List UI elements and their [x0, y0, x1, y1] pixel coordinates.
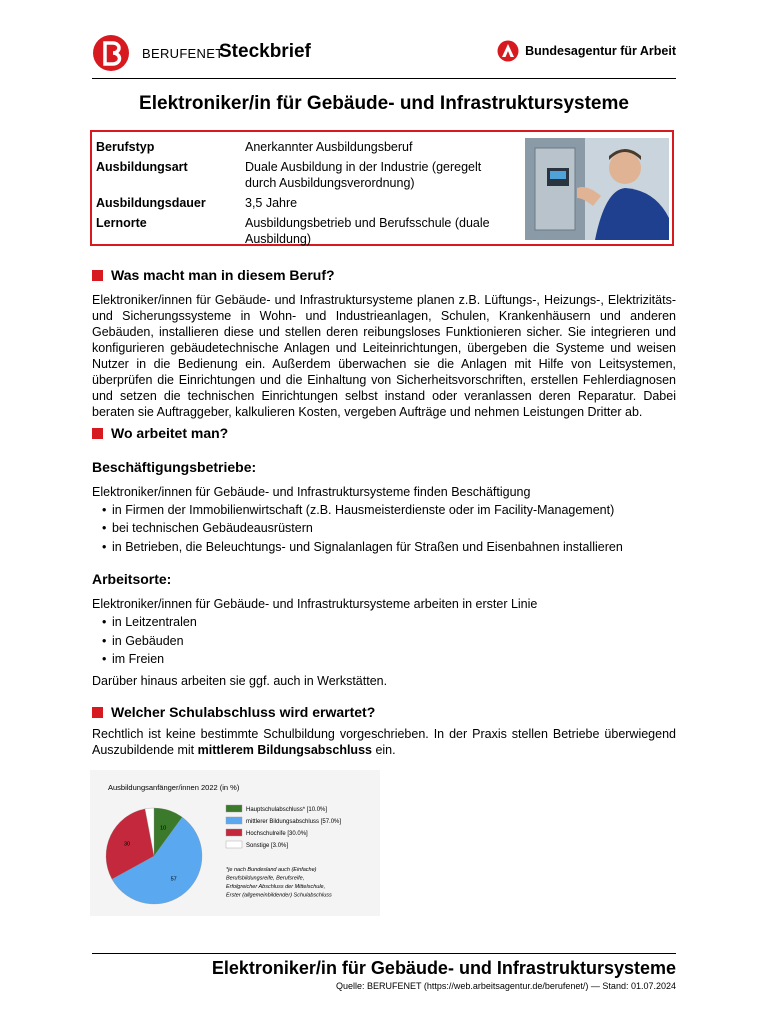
- legend-swatch: [226, 829, 242, 836]
- doc-type: Steckbrief: [219, 41, 311, 62]
- chart-footnote: *je nach Bundesland auch (Einfache): [226, 867, 317, 873]
- footer-source: Quelle: BERUFENET (https://web.arbeitsagentur.de/berufenet/) — Stand: 01.07.2024: [335, 981, 676, 991]
- agency-logo: [497, 40, 676, 62]
- legend-swatch: [226, 841, 242, 848]
- section-heading-text: Welcher Schulabschluss wird erwartet?: [111, 704, 376, 720]
- section-marker-icon: [92, 707, 103, 718]
- info-key: Lernorte: [96, 216, 147, 230]
- list-item-text: in Firmen der Immobilienwirtschaft (z.B. Hausmeisterdienste oder im Facility-Management): [112, 503, 615, 517]
- chart-footnote: Erfolgreicher Abschluss der Mittelschule,: [226, 884, 326, 890]
- legend-swatch: [226, 805, 242, 812]
- school-text-end: ein.: [371, 743, 396, 757]
- school-paragraph: [92, 726, 676, 758]
- agency-name: Bundesagentur für Arbeit: [525, 44, 676, 58]
- info-value: Ausbildungsbetrieb und Berufsschule (duale Ausbildung): [245, 216, 490, 246]
- list-item-text: in Betrieben, die Beleuchtungs- und Signalanlagen für Straßen und Eisenbahnen installieren: [112, 540, 623, 554]
- school-degree-chart: [90, 770, 380, 916]
- info-value: Duale Ausbildung in der Industrie (geregelt durch Ausbildungsverordnung): [245, 160, 482, 190]
- info-value: 3,5 Jahre: [245, 196, 298, 210]
- info-key: Ausbildungsart: [96, 160, 188, 174]
- section-marker-icon: [92, 428, 103, 439]
- list-item-text: in Gebäuden: [112, 634, 184, 648]
- subheading-betriebe: Beschäftigungsbetriebe:: [92, 459, 257, 475]
- what-paragraph: Elektroniker/innen für Gebäude- und Infrastruktursysteme planen z.B. Lüftungs-, Heizungs-, Elektrizitäts- und Sicherungssysteme in Wohn- und Industrieanlagen, Schulen, Krankenhäusern und anderen Gebäuden, installieren diese und stellen deren reibungsloses Funktionieren sicher. Sie integrieren und konfigurieren gebäudetechnische Anlagen und Leiteinrichtungen, übergeben die Systeme und weisen Nutzer in die Bedienung ein. Außerdem überwachen sie die Anlagen mit Hilfe von Leitsystemen, überprüfen die Einrichtungen und die Einhaltung von Sicherheitsvorschriften, erstellen Fehlerdiagnosen und setzen die technischen Einrichtungen selbst instand oder veranlassen deren Reparatur. Dabei beraten sie Auftraggeber, kalkulieren Kosten, vergeben Aufträge und nehmen Leistungen Dritter ab.: [92, 293, 676, 419]
- list-item-text: in Leitzentralen: [112, 615, 197, 629]
- list-item: • in Firmen der Immobilienwirtschaft (z.B. Hausmeisterdienste oder im Facility-Management): [102, 503, 615, 517]
- list-item: • in Leitzentralen: [102, 615, 197, 629]
- brand-name: BERUFENET: [142, 46, 224, 61]
- school-text: Rechtlich ist keine bestimmte Schulbildung vorgeschrieben. In der Praxis stellen Betriebe überwiegend Auszubildende mit: [92, 727, 676, 757]
- list-item-text: bei technischen Gebäudeausrüstern: [112, 521, 313, 535]
- section-marker-icon: [92, 270, 103, 281]
- legend-label: mittlerer Bildungsabschluss [57.0%]: [246, 819, 342, 825]
- school-text-bold: mittlerem Bildungsabschluss: [197, 743, 372, 757]
- list-item: • in Betrieben, die Beleuchtungs- und Signalanlagen für Straßen und Eisenbahnen installieren: [102, 540, 623, 554]
- section-heading-where: [92, 425, 228, 441]
- info-key: Ausbildungsdauer: [96, 196, 206, 210]
- info-box: [90, 130, 674, 246]
- berufenet-logo-icon: [92, 34, 130, 72]
- legend-label: Hochschulreife [30.0%]: [246, 831, 308, 837]
- chart-footnote: Berufsbildungsreife, Berufsreife,: [226, 875, 305, 882]
- slice-label: 57: [170, 876, 177, 883]
- pie-chart: [90, 770, 380, 916]
- chart-footnote: Erster (allgemeinbildender) Schulabschluss: [226, 892, 332, 899]
- betriebe-intro: Elektroniker/innen für Gebäude- und Infrastruktursysteme finden Beschäftigung: [92, 485, 531, 499]
- section-heading-school: [92, 704, 375, 720]
- section-heading-text: Was macht man in diesem Beruf?: [111, 267, 335, 283]
- list-item: • bei technischen Gebäudeausrüstern: [102, 521, 313, 535]
- slice-label: 30: [124, 841, 131, 848]
- info-key: Berufstyp: [96, 140, 155, 154]
- page-title: Elektroniker/in für Gebäude- und Infrastruktursysteme: [139, 93, 629, 114]
- section-heading-what: [92, 267, 335, 283]
- page-header: [92, 30, 676, 79]
- section-heading-text: Wo arbeitet man?: [111, 425, 229, 441]
- legend-swatch: [226, 817, 242, 824]
- list-item: • in Gebäuden: [102, 634, 184, 648]
- subheading-orte: Arbeitsorte:: [92, 571, 172, 587]
- legend-label: Sonstige [3.0%]: [246, 843, 289, 849]
- agency-logo-icon: [497, 40, 519, 62]
- slice-label: 10: [160, 825, 167, 832]
- footer-divider: [92, 953, 676, 954]
- list-item-text: im Freien: [112, 652, 165, 666]
- footer-title: Elektroniker/in für Gebäude- und Infrastruktursysteme: [211, 958, 676, 978]
- info-value: Anerkannter Ausbildungsberuf: [245, 140, 413, 154]
- electrician-photo: [525, 138, 669, 240]
- chart-title: Ausbildungsanfänger/innen 2022 (in %): [108, 783, 240, 792]
- orte-outro: Darüber hinaus arbeiten sie ggf. auch in Werkstätten.: [92, 674, 388, 688]
- orte-intro: Elektroniker/innen für Gebäude- und Infrastruktursysteme arbeiten in erster Linie: [92, 597, 538, 611]
- legend-label: Hauptschulabschluss* [10.0%]: [246, 807, 328, 813]
- list-item: • im Freien: [102, 652, 165, 666]
